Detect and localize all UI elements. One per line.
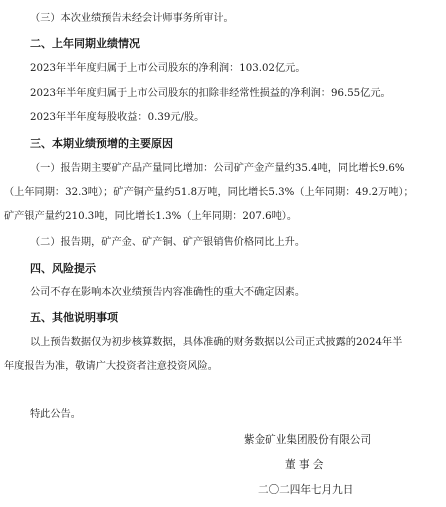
section-heading-prior-period: 二、上年同期业绩情况 [30,37,140,50]
reason-production-line-1: （一）报告期主要矿产品产量同比增加：公司矿产金产量约35.4吨，同比增长9.6% [30,163,405,174]
audit-note: （三）本次业绩预告未经会计师事务所审计。 [30,13,234,24]
prior-eps: 2023年半年度每股收益：0.39元/股。 [30,112,205,123]
other-note-line-2: 年度报告为准，敬请广大投资者注意投资风险。 [4,361,218,372]
reason-production-line-2: （上年同期：32.3吨）；矿产铜产量约51.8万吨，同比增长5.3%（上年同期：49.2万吨）； [4,187,414,198]
prior-net-profit: 2023年半年度归属于上市公司股东的净利润：103.02亿元。 [30,63,306,74]
reason-production-line-3: 矿产银产量约210.3吨，同比增长1.3%（上年同期：207.6吨）。 [4,211,298,222]
company-name: 紫金矿业集团股份有限公司 [244,434,372,446]
reason-price-increase: （二）报告期，矿产金、矿产铜、矿产银销售价格同比上升。 [30,237,306,248]
announcement-date: 二〇二四年七月九日 [258,484,354,496]
section-heading-other: 五、其他说明事项 [30,311,118,324]
risk-statement: 公司不存在影响本次业绩预告内容准确性的重大不确定因素。 [30,287,306,298]
section-heading-reasons: 三、本期业绩预增的主要原因 [30,137,173,150]
prior-net-profit-excl-items: 2023年半年度归属于上市公司股东的扣除非经常性损益的净利润：96.55亿元。 [30,88,391,99]
other-note-line-1: 以上预告数据仅为初步核算数据，具体准确的财务数据以公司正式披露的2024年半 [30,337,403,348]
closing-statement: 特此公告。 [30,409,81,420]
board-of-directors: 董 事 会 [285,459,324,471]
section-heading-risk: 四、风险提示 [30,262,96,275]
